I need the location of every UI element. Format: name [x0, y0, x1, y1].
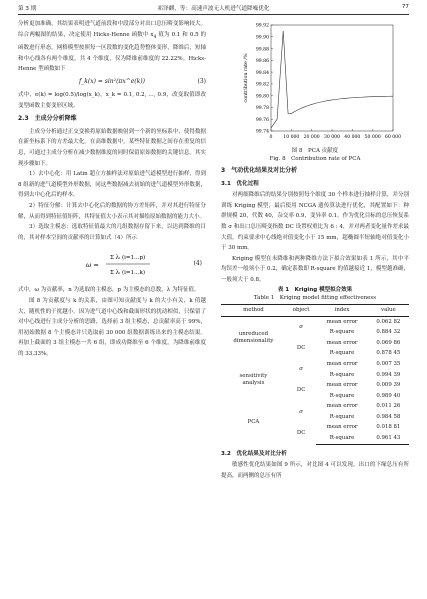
table-cell-index: mean error	[326, 360, 358, 367]
table-cell-value: 0.878 45	[376, 350, 401, 357]
table-header-index: index	[316, 304, 367, 316]
table-cell-object: σ	[299, 366, 303, 373]
page-number: 77	[401, 4, 409, 10]
table-caption-cn: 表 1 Kriging 模型拟合效果	[277, 286, 353, 293]
running-title: 祁泽麒，等：高速声波无人机进气道降噪优化	[157, 6, 270, 12]
table-cell-index: R-square	[329, 392, 355, 399]
x-tick-label: 10 000	[283, 135, 300, 140]
right-column	[221, 19, 409, 481]
table-cell-method: sensitivity analysis	[239, 373, 268, 387]
y-tick-label: 99.92	[255, 23, 269, 29]
table-cell-value: 0.062 82	[376, 318, 401, 325]
y-tick-label: 99.80	[255, 94, 269, 100]
equation-number: (3)	[197, 78, 206, 86]
table-cell-index: mean error	[326, 339, 358, 346]
table-cell-value: 0.018 81	[376, 424, 401, 431]
table-cell-value: 0.989 40	[376, 392, 401, 399]
x-tick-label: 20 000	[303, 135, 320, 140]
table-cell-index: R-square	[329, 329, 355, 336]
table-cell-index: mean error	[326, 318, 358, 325]
table-cell-index: R-square	[329, 350, 355, 357]
table-cell-index: mean error	[326, 403, 358, 410]
section-heading: 2.3 主成分分析降维	[18, 115, 77, 123]
formula-text: f_k(x) = sin²(πx^e(k))	[79, 78, 145, 86]
x-tick-label: 30 000	[323, 135, 341, 140]
paragraph: Kriging 模型在未降维和两种降维方法下拟合效果如表 1 所示，其中平均误差一般须小于 0.2，确定系数即 R-square 的值越接近 1，模型越准确，一般须大于 0.8。	[221, 255, 409, 283]
table-cell-object: DC	[296, 387, 306, 394]
subsection-heading: 3.1 优化过程	[221, 180, 259, 187]
issue-number: 第 3 期	[18, 6, 37, 12]
table-caption-en: Table 1 Kriging model fitting effectiveness	[253, 294, 377, 301]
table-cell-value: 0.011 26	[376, 403, 401, 410]
fraction-formula	[18, 245, 206, 283]
table-row	[221, 316, 409, 327]
table-cell-index: mean error	[326, 424, 358, 431]
table-cell-value: 0.961 43	[368, 433, 409, 444]
table-cell-value: 0.069 86	[376, 339, 401, 346]
paragraph: 分析更加准确。其结果表明进气道前段和中段部分对出口总压畸变影响较大。综合两幅图的结果，决定使用 Hicks-Henne 函数中 $x_4$ 值为 0.1 和 0.5 的函数进行形态，网格模型按照每一区段数的变化趋势整体变形，降维后，短轴和中心线各有两个维度，共 4 个维度，仅为降维前维度的 22.22%。Hicks-Henne 型函数如下	[18, 21, 206, 73]
subsection-heading: 3.2 优化结果及对比分析	[221, 450, 287, 457]
section-heading: 3 气动优化结果及对比分析	[221, 167, 298, 174]
table-row	[221, 359, 409, 370]
table-cell-index: R-square	[329, 413, 355, 420]
table-cell-value: 0.884 32	[376, 329, 401, 336]
y-tick-label: 99.82	[255, 82, 269, 88]
y-tick-label: 99.88	[255, 47, 269, 53]
x-tick-label: 0	[269, 135, 273, 140]
formula-denominator: Σ λᵢ (i=1…k)	[110, 270, 145, 277]
plot-frame	[271, 25, 393, 131]
chart-svg	[241, 19, 401, 147]
running-header	[18, 3, 409, 15]
paragraph: 主成分分析通过正交变换将原始数据映射到一个新的坐标系中，使得数据在新坐标系下的方差最大化。在高维数据中，某些特征数据之间存在重复的信息，可通过主成分分析在减少数据维度的同时保留原始数据的关键信息。其实现步骤如下。	[18, 128, 206, 167]
table-header-value: value	[368, 304, 409, 316]
table-header-method: method	[221, 304, 286, 316]
y-tick-label: 99.76	[255, 117, 269, 123]
paragraph: 1）去中心化：用 Latin 超立方抽样法对原始进气道模型进行抽样，得到 8 组新的进气道模型外形数据，同这些数据减去初始的进气道模型外形数据，得到去中心化后的样本。	[18, 171, 206, 199]
equation-number: (4)	[193, 260, 202, 268]
table-cell-object: σ	[299, 323, 303, 330]
table-cell-object: DC	[296, 430, 306, 437]
formula-numerator: Σ λᵢ (i=1…p)	[110, 255, 146, 262]
table-row	[221, 401, 409, 412]
figure-caption-cn: 图 8 PCA 贡献度	[291, 148, 339, 154]
equation-4	[18, 245, 206, 283]
table-cell-value: 0.007 35	[376, 360, 401, 367]
x-tick-label: 60 000	[384, 135, 401, 140]
paragraph: 对两细降维后的结果分别按照每个维度 30 个样本进行抽样计算，并分别训练 Kriging 模型，最后使用 NCGA 遗传算法进行优化，其配置如下：种群规模 20，代数 40，杂交率 0.9，变异率 0.1。作为优化目标的总压恢复系数 σ 和出口总压畸变指数 DC 设置权重比为 6 : 4，并对两者变化量作差求最大值。约束要求中心线绝对值变化小于 15 mm，超椭圆半短轴绝对值变化小于 30 mm。	[221, 192, 409, 252]
y-tick-label: 99.90	[255, 35, 269, 41]
paragraph: 敏感性优化结果如图 9 所示，对比图 4 可以发现，出口的下缘总压有所提高，而两侧的总压有所	[221, 462, 409, 479]
left-column	[18, 19, 206, 360]
paragraph: 3）选取主模态：选取特征值最大的几组数据存留下来，以达到降维的目的，其对样本空间的贡献率的计算如式（4）所示	[18, 224, 206, 241]
kriging-fit-table	[221, 304, 409, 445]
paragraph: 图 8 为贡献度与 k 的关系，由图可知贡献度与 k 的大小有关，k 值越大，随机性的干扰越小。因为进气道中心线和截面形状的扰动相似，只保留了对中心线进行主成分分析的思路，选择前 3 组主模态，总贡献率高于 99%，用初始数据 8 个主模态并只选取前 30 000 组数据训练出来的主模态结果。再加上截面的 3 组主模态一共 6 组，即成功降维至 6 个维度，为降维前维度的 33.33%。	[18, 297, 206, 357]
table-cell-object: σ	[299, 408, 303, 415]
series-line	[271, 31, 393, 128]
x-tick-label: 50 000	[364, 135, 381, 140]
x-tick-label: 40 000	[344, 135, 361, 140]
paragraph: 式中，e(k) = log(0.5)/log(x_k)，x_k = 0.1, 0.2, …, 0.9，改变取值即改变型函数主要变形区域。	[18, 92, 206, 109]
table-header-object: object	[286, 304, 317, 316]
table-cell-value: 0.984 58	[376, 413, 401, 420]
y-tick-label: 99.86	[255, 59, 269, 65]
table-cell-value: 0.009 39	[376, 382, 401, 389]
paragraph: 2）特征分解：计算去中心化后的数据的协方差矩阵，并对其进行特征分解，从而得到特征值矩阵，其特征值大小表示其对描绘原始数据的能力大小。	[18, 203, 206, 220]
pca-contribution-chart	[221, 19, 409, 147]
table-cell-method: PCA	[247, 419, 260, 426]
y-tick-label: 99.74	[255, 129, 269, 135]
table-cell-value: 0.994 39	[376, 371, 401, 378]
table-cell-index: R-square	[329, 371, 355, 378]
figure-caption-en: Fig. 8 Contribution rate of PCA	[269, 156, 361, 162]
table-cell-index: mean error	[326, 382, 358, 389]
table-cell-method: unreduced dimensionality	[233, 330, 274, 344]
table-cell-index: R-square	[316, 433, 367, 444]
y-axis-label: contribution rate /%	[244, 53, 249, 103]
y-tick-label: 99.84	[255, 70, 269, 76]
y-tick-label: 99.78	[255, 106, 269, 112]
equation-3	[18, 77, 206, 88]
formula-lhs: ω =	[86, 261, 99, 270]
table-cell-object: DC	[296, 345, 306, 352]
paragraph: 式中，ω 为贡献率，n 为选取的主模态，p 为主模态的总数，λ 为特征值。	[18, 287, 200, 294]
